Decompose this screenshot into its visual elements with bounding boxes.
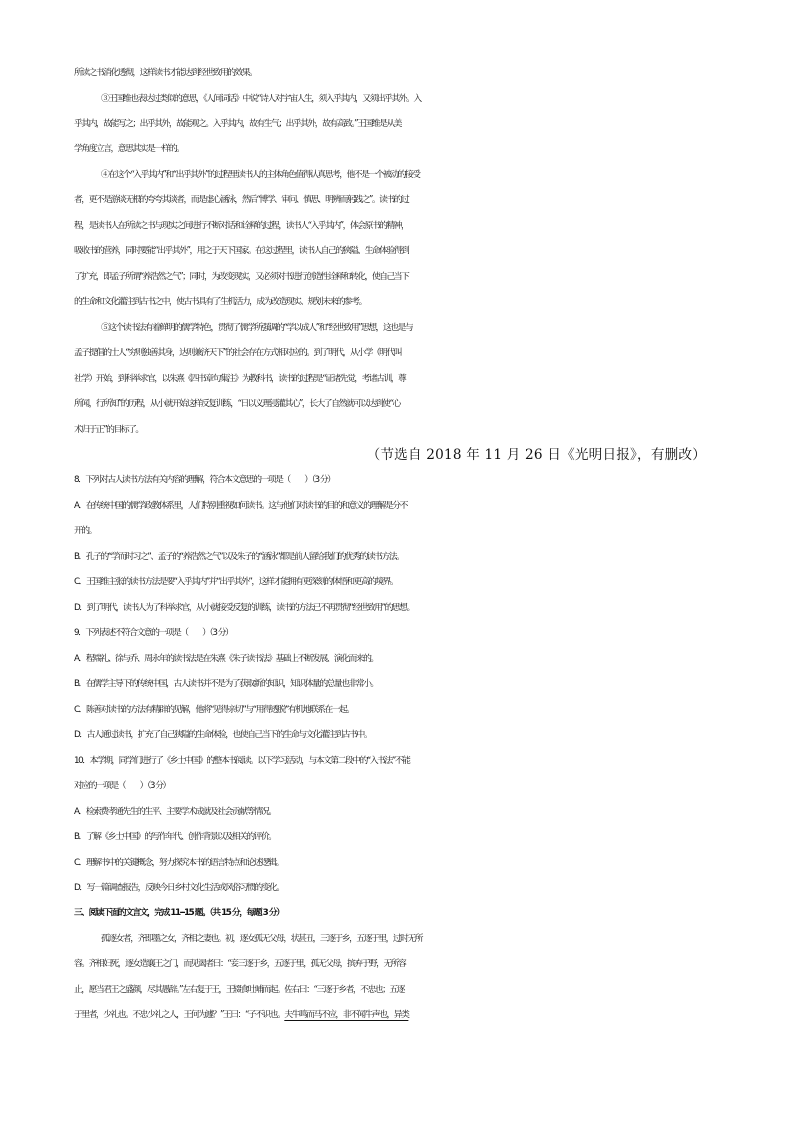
paragraph-4-line-3: 程，是读书人在所读之书与现实之间进行不断对话和诠释的过程，读书人“入乎其内”，体会原书的精神， — [74, 221, 409, 231]
paragraph-5-line-1: ⑤这个读书法有着鲜明的儒学特色，贯彻了儒学所强调的“学以成人”和“经世致用”思想，这也是与 — [101, 323, 413, 333]
question-8-option-c: C．王国维主张的读书方法是要“入乎其内”并“出乎其外”，这样才能拥有更深刻的体悟和更高的境界。 — [74, 577, 398, 587]
section-3-heading: 三、阅读下面的文言文，完成 11--15 题。（共 15 分，每题 3 分） — [74, 908, 284, 918]
question-8-option-b: B．孔子的“学而时习之”、孟子的“养浩然之气”以及朱子的“涵泳”都是前人留给我们的优秀的读书方法。 — [74, 552, 404, 562]
classical-text-line-4 — [74, 1006, 794, 1024]
question-10-option-c: C．理解书中的关键概念，努力探究本书的语言特点和论述逻辑。 — [74, 858, 283, 868]
paragraph-4-line-4: 吸收书的营养，同时要能“出乎其外”，用之于天下国家。在这过程里，读书人自己的狭隘、生命体验得到 — [74, 246, 409, 256]
passage-line: 所读之书消化透彻，这样读书才能达到经世致用的效果。 — [74, 68, 257, 78]
question-8-option-a-line-2: 开的。 — [74, 526, 96, 536]
classical-text-line-1: 孤逐女者，齐即墨之女，齐相之妻也。初，逐女孤无父母，状甚丑，三逐于乡，五逐于里，过时无所 — [101, 934, 423, 944]
question-8-option-d: D．到了明代，读书人为了科举求官，从小就接受反复的训练，读书的方法已不再贯彻“经世致用”的思想。 — [74, 603, 414, 613]
paragraph-4-line-2: 者，更不是游谈无根的夸夸其谈者，而是虚心涵泳，然后“博学、审问、慎思、明辨而躬践之”。读书的过 — [74, 195, 409, 205]
paragraph-4-line-5: 了扩充，即孟子所谓“养浩然之气”；同时，为改变现实，又必须对书进行创造性诠释和转化，使自己当下 — [74, 272, 409, 282]
classical-text-line-3: 止，愿当君王之盛颜，尽其愚辞。”左右复于王，王辍食吐哺而起。佐右曰：“三逐于乡者，不忠也；五逐 — [74, 985, 404, 995]
paragraph-3-line-1: ③王国维也表达过类似的意思，《人间词话》中说“诗人对宇宙人生，须入乎其内，又须出乎其外。入 — [101, 94, 421, 104]
paragraph-5-line-2: 孟子提倡的士人“穷则独善其身，达则兼济天下”的社会存在方式相对应的。到了明代，从小学（明代叫 — [74, 348, 402, 358]
question-9-option-c: C．陈善对读书的方法有精辟的见解，他将“见得亲切”与“用得透脱”有机地联系在一起。 — [74, 705, 354, 715]
classical-text-line-2: 容。齐相妇死，逐女造襄王之门，而见谒者曰：“妾三逐于乡，五逐于里，孤无父母，摈弃于野，无所容 — [74, 959, 406, 969]
paragraph-3-line-3: 学角度立言，意思其实是一样的。 — [74, 144, 184, 154]
paragraph-4-line-1: ④在这个“入乎其内”和“出乎其外”的过程里读书人的主体角色值得认真思考，他不是一个被动的接受 — [101, 170, 420, 180]
question-10-option-b: B．了解《乡土中国》的写作年代、创作背景以及相关的评价。 — [74, 832, 276, 842]
paragraph-5-line-3: 社学）开始，到科举求官，以朱熹《四书章句集注》为教科书，读书的过程是“证诸先觉，考诸古训，尊 — [74, 374, 406, 384]
question-9-option-b: B．在儒学主导下的传统中国，古人读书并不是为了获取新的知识，知识体量的总量也非常小。 — [74, 679, 378, 689]
question-8-option-a-line-1: A．在传统中国的儒学政教体系里，人们特别重视如何读书。这与他们对读书的目的和意义的理解是分不 — [74, 501, 407, 511]
classical-text-line-4-plain: 于里者，少礼也。不忠少礼之人，王何为遽？”王曰：“子不识也。 — [74, 1010, 285, 1020]
source-citation: （节选自 2018 年 11 月 26 日《光明日报》，有删改） — [366, 447, 706, 463]
paragraph-3-line-2: 乎其内，故能写之；出乎其外，故能观之。入乎其内，故有生气；出乎其外，故有高致。”王国维是从美 — [74, 119, 401, 129]
question-10-stem-line-1: 10．本学期，同学们进行了《乡土中国》的整本书阅读。以下学习活动，与本文第二段中的“入书法”不能 — [74, 756, 410, 766]
question-9-option-d: D．古人通过读书，扩充了自己狭隘的生命体验，也使自己当下的生命与文化灌注到古书中。 — [74, 730, 372, 740]
underlined-sentence: 夫牛鸣而马不应，非不闻牛声也，异类 — [284, 1010, 409, 1020]
question-10-stem-line-2: 对应的一项是（ ）（3 分） — [74, 781, 170, 791]
paragraph-5-line-5: 术归于正”的目标了。 — [74, 425, 143, 435]
question-10-option-a: A．检索费孝通先生的生平、主要学术成就及社会贡献等情况。 — [74, 807, 276, 817]
question-10-option-d: D．写一篇调查报告，反映今日乡村文化生活或风俗习惯的变化。 — [74, 883, 284, 893]
paragraph-4-line-6: 的生命和文化灌注到古书之中，使古书具有了生机活力，成为改造现实、规划未来的参考。 — [74, 297, 366, 307]
question-8-stem: 8．下列对古人读书方法有关内容的理解，符合本文意思的一项是（ ）（3 分） — [74, 475, 335, 485]
question-9-stem: 9．下列表述不符合文意的一项是（ ）（3 分） — [74, 628, 233, 638]
paragraph-5-line-4: 所闻，行所知”的历程，从小就开始这样反复训练，“日以义理浸灌其心”，长大了自然就可以达到使“心 — [74, 399, 400, 409]
question-9-option-a: A．程端礼、徐与乔、周永年的读书法是在朱熹《朱子读书法》基础上不断发展、演化而来的。 — [74, 654, 378, 664]
